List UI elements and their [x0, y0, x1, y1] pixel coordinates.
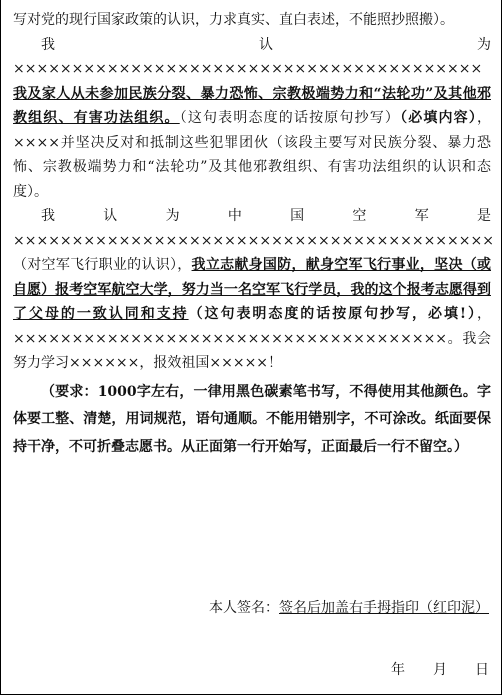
intro-tail-text: 写对党的现行国家政策的认识，力求真实、直白表述，不能照抄照搬）。	[13, 12, 454, 28]
paragraph-air-force	[13, 204, 494, 376]
date-day-label: 日	[475, 662, 489, 678]
paragraph2-note: （对空军飞行职业的认识），	[13, 257, 192, 273]
paragraph1-note: （这句表明态度的话按原句抄写）	[179, 110, 401, 126]
paragraph2-pledge: 我立志献身国防，献身空军飞行事业，坚决（或自愿）报考空军航空大学，努力当一名空军飞行学员，我的这个报考志愿得到了父母的一致认同和支持	[13, 257, 492, 322]
signature-line	[1, 596, 489, 621]
signature-label: 本人签名：	[209, 600, 279, 616]
date-year-label: 年	[391, 662, 405, 678]
paragraph2-after: ，×××××××××××××××××××××××××××××××××××××。我会努力学习××××××，报效祖国×××××！	[13, 306, 491, 371]
date-line	[363, 658, 489, 683]
paragraph1-pledge: 我及家人从未参加民族分裂、暴力恐怖、宗教极端势力和“法轮功”及其他邪教组织、有害功法组织。	[13, 85, 491, 126]
signature-instruction: 签名后加盖右手拇指印（红印泥）	[279, 600, 489, 616]
paragraph1-required-note: （必填内容）	[400, 110, 477, 126]
paragraph1-blanks: ××××××××××××××××××××××××××××××××××××××××	[13, 61, 483, 77]
requirements-text: （要求：1000字左右，一律用黑色碳素笔书写，不得使用其他颜色。字体要工整、清楚，用词规范，语句通顺。不能用错别字，不可涂改。纸面要保持干净，不可折叠志愿书。从正面第一行开始写，正面最后一行不留空。）	[13, 383, 491, 455]
paragraph2-required-note: （这句表明态度的话按原句抄写，必填!）	[188, 306, 477, 322]
paragraph2-lead: 我认为中国空军是×××××××××××××××××××××××××××××××××××××××××	[13, 208, 494, 249]
paragraph1-after: ，××××并坚决反对和抵制这些犯罪团伙（该段主要写对民族分裂、暴力恐怖、宗教极端势力和“法轮功”及其他邪教组织、有害功法组织的认识和态度）。	[13, 110, 491, 200]
paragraph1-lead: 我认为	[41, 36, 491, 53]
paragraph-party-attitude	[13, 33, 491, 205]
date-month-label: 月	[433, 662, 447, 678]
